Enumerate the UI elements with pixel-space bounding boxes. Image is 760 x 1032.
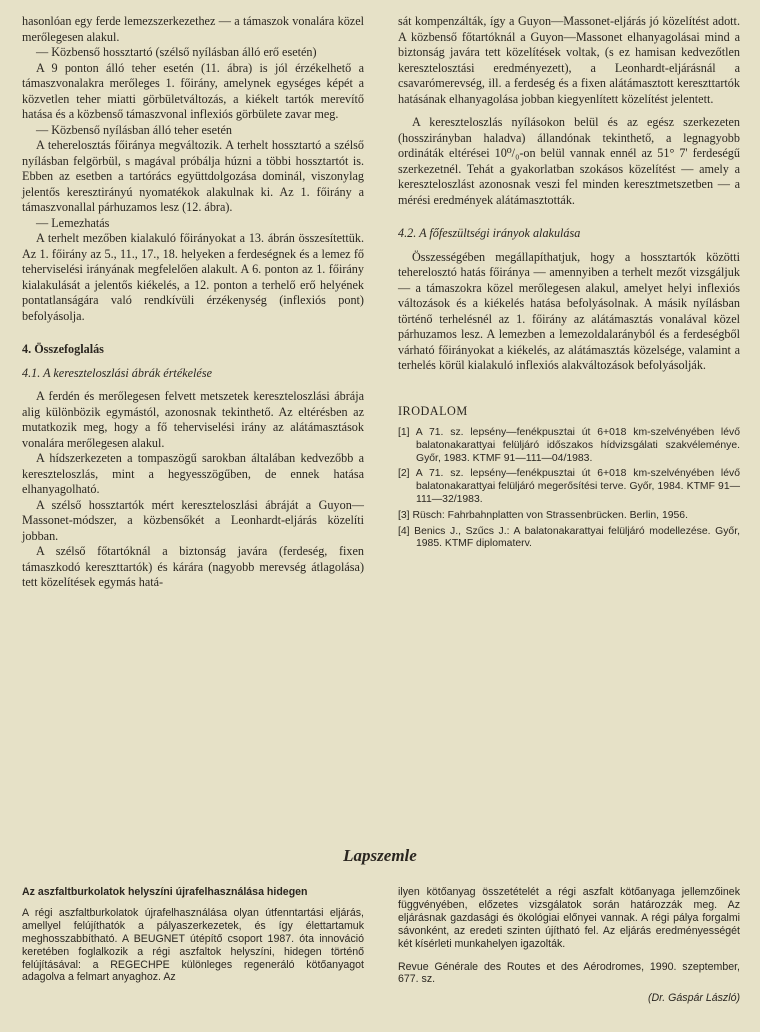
review-body: ilyen kötőanyag összetételét a régi aszfalt kötőanyaga jellemzőinek függvényében, előzetes vizsgálatok során határozzák meg. Az eljárásnak gazdasági és ökológiai előnyei vannak. A régi pálya forgalmi sávonként, az eredeti szinten újítható fel. Az eljárás eredményességét két kísérleti munkahelyen igazolták.	[398, 886, 740, 950]
review-author: (Dr. Gáspár László)	[647, 992, 740, 1005]
paragraph: A teherelosztás főiránya megváltozik. A terhelt hossztartó a szélső nyílásban felgörbül, s magával próbálja húzni a többi hossztartót is. Ebben az esetben a tartórács együttdolgozása dominál, viszonylag jelentős keresztirányú nyomatékok alakulnak ki. Az 1. főirány a támaszvonallal párhuzamos lesz (12. ábra).	[22, 138, 364, 214]
references-list	[398, 427, 740, 551]
paragraph: A szélső hossztartók mért kereszteloszlási ábráját a Guyon—Massonet-módszer, a közbensőkét a Leonhardt-eljárás közelíti jobban.	[22, 497, 364, 543]
paragraph: A kereszteloszlás nyílásokon belül és az egész szerkezeten (hosszirányban haladva) állandónak tekinthető, a legnagyobb ordináták eltérései 10⁰/₀-on belül vannak ennél az 51° 7' ferdeségű szerkezetnél. Tehát a gyakorlatban szokásos közelítést — amely a kereszteloszlást azonosnak veszi fel minden keresztmetszetben — a mérési eredmények alátámasztották.	[398, 115, 740, 207]
paragraph: sát kompenzálták, így a Guyon—Massonet-eljárás jó közelítést adott. A közbenső főtartóknál a Guyon—Massonet elhanyagolásai mind a biztonság javára tett közelítések voltak, (s ez hamisan kedvezőtlen keresztelosztási eredményezett), a Leonhardt-eljárásnál a csavarómerevség, ill. a ferdeség és a fixen alátámasztott kereszttartók hatásának elhanyagolása jobban kiegyenlített közelítést jelentett.	[398, 14, 740, 106]
section-heading: 4. Összefoglalás	[22, 342, 104, 356]
review-article-title: Az aszfaltburkolatok helyszíni újrafelhasználása hidegen	[22, 886, 308, 898]
paragraph: Összességében megállapíthatjuk, hogy a hossztartók közötti teherelosztó hatás főiránya — amennyiben a terhelt mezőt vizsgáljuk — a támaszokra közel merőlegesen alakul, amelyet helyi inflexiós változások és a kiékelés hatása befolyásolnak. A másik nyílásban történő terhelésnél az 1. főirány az alátámasztás vonalával közel párhuzamos lesz. A lemezben a lemezoldalarányból és a ferdeségből várható főirányokat a kiékelés, az alátámasztás közelsége, valamint a terhelés körül kialakuló inflexiós alakváltozások befolyásolják.	[398, 249, 740, 372]
paragraph: A hídszerkezeten a tompaszögű sarokban általában kedvezőbb a kereszteloszlás, mint a hegyesszögűben, de ennek hatása elhanyagolható.	[22, 451, 364, 496]
review-source: Revue Générale des Routes et des Aérodromes, 1990. szeptember, 677. sz.	[398, 960, 740, 986]
paragraph: A terhelt mezőben kialakuló főirányokat a 13. ábrán összesítettük. Az 1. főirány az 5., 11., 17., 18. helyeken a ferdeségnek és a lemez fő teherviselési irányának megfelelően alakult. A 6. ponton az 1. főirány kialakulását a jelentős kiékelés, a 12. ponton a terhelő erő helyének pontatlanságára való rendkívüli érzékenység (inflexiós pont) befolyásolja.	[22, 231, 364, 323]
reference-item: [3] Rüsch: Fahrbahnplatten von Strassenbrücken. Berlin, 1956.	[398, 509, 688, 521]
paragraph: A 9 ponton álló teher esetén (11. ábra) is jól érzékelhető a támaszvonalakra merőleges 1. főirány, amelynek egységes képét a közvetlen teher miatti görbületváltozás, a kiékelt tartók merevítő hatása és a közbenső támaszvonal inflexiós görbülete zavar meg.	[22, 60, 364, 121]
review-left-column	[22, 886, 364, 984]
paragraph: — Közbenső nyílásban álló teher esetén	[36, 122, 232, 137]
right-column	[398, 14, 740, 554]
review-section-title: Lapszemle	[343, 846, 417, 865]
left-column	[22, 14, 364, 591]
review-right-column	[398, 886, 740, 1005]
subsection-heading: 4.2. A főfeszültségi irányok alakulása	[398, 226, 581, 240]
paragraph: A ferdén és merőlegesen felvett metszetek kereszteloszlási ábrája alig különbözik egymástól, azonosnak tekinthető. Az eltérésben az mutatkozik meg, hogy a fő teherviselési irány az alátámasztások vonalára merőlegesen alakul.	[22, 389, 364, 450]
paragraph: — Közbenső hossztartó (szélső nyílásban álló erő esetén)	[36, 45, 317, 59]
reference-item: [1] A 71. sz. lepsény—fenékpusztai út 6+018 km-szelvényében lévő balatonakarattyai felüljáró időszakos hídvizsgálati szakvéleménye. Győr, 1983. KTMF 91—111—04/1983.	[398, 427, 740, 464]
paragraph: — Lemezhatás	[36, 215, 110, 230]
subsection-heading: 4.1. A kereszteloszlási ábrák értékelése	[22, 365, 212, 380]
references-title: IRODALOM	[398, 403, 468, 418]
review-body: A régi aszfaltburkolatok újrafelhasználása olyan útfenntartási eljárás, amellyel felújíthatók a pályaszerkezetek, és így élettartamuk meghosszabbítható. A BEUGNET útépítő csoport 1987. óta innováció keretében foglalkozik a régi aszfaltok helyszíni, hidegen történő felújításával: a REGECHPE különleges regeneráló kötőanyagot adagolva a felmart anyaghoz. Az	[22, 906, 364, 984]
reference-item: [2] A 71. sz. lepsény—fenékpusztai út 6+018 km-szelvényében lévő balatonakarattyai felüljáró megerősítési terve. Győr, 1984. KTMF 91—111—32/1983.	[398, 468, 740, 505]
paragraph: hasonlóan egy ferde lemezszerkezethez — a támaszok vonalára közel merőlegesen alakul.	[22, 14, 364, 44]
reference-item: [4] Benics J., Szűcs J.: A balatonakarattyai felüljáró modellezése. Győr, 1985. KTMF diplomaterv.	[398, 525, 740, 550]
paragraph: A szélső főtartóknál a biztonság javára (ferdeség, fixen támaszkodó kereszttartók) és kárára (nagyobb merevség átlagolása) tett közelítések egymás hatá-	[22, 544, 364, 589]
